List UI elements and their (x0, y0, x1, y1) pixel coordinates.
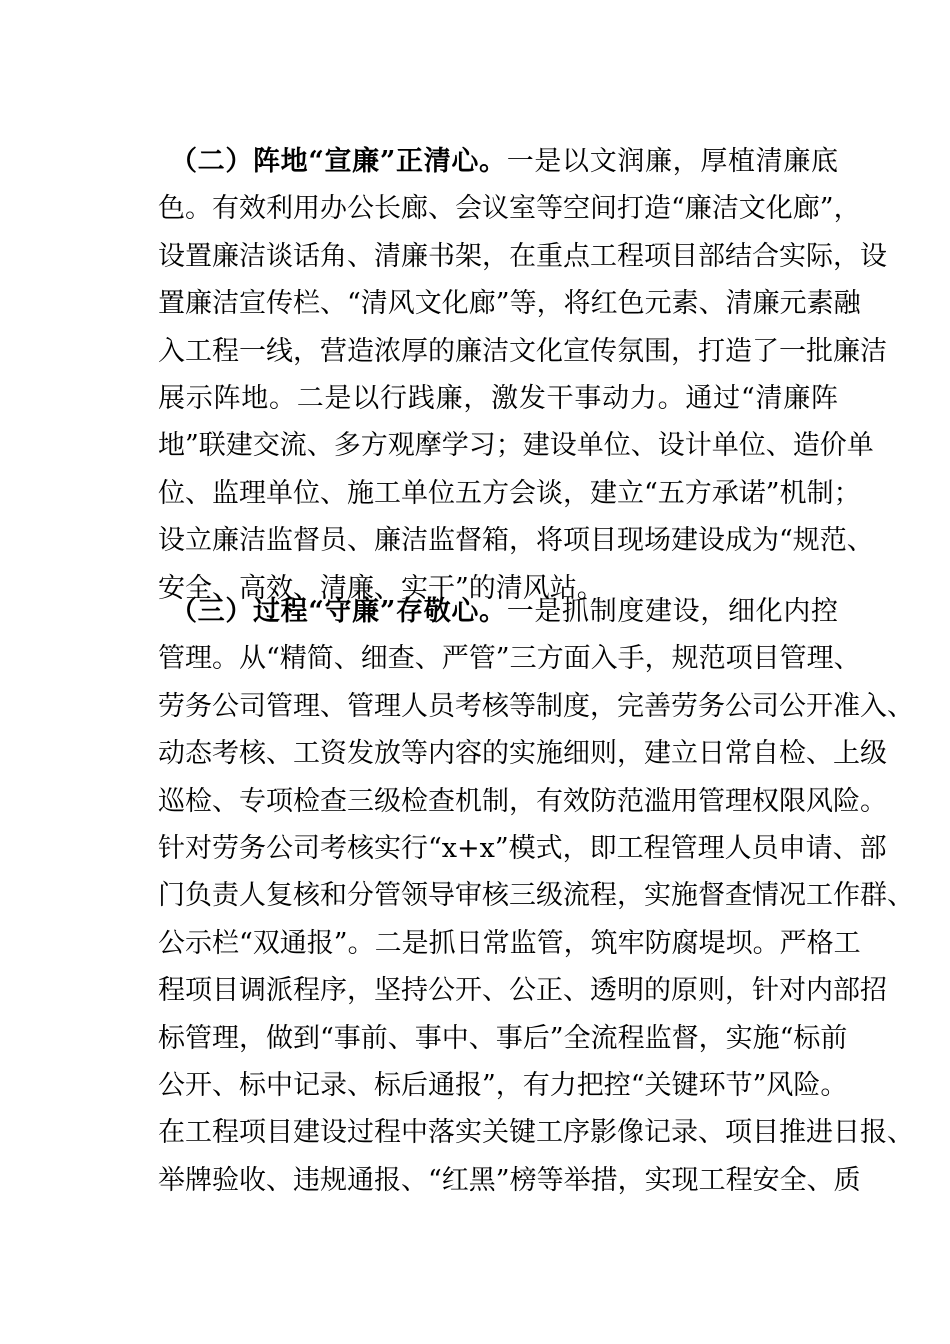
paragraph-line: （三）过程“守廉”存敬心。一是抓制度建设，细化内控 (170, 596, 839, 627)
paragraph-line: 针对劳务公司考核实行“x+x”模式，即工程管理人员申请、部 (158, 832, 887, 864)
paragraph-line: 安全、高效、清廉、实干”的清风站。 (158, 572, 604, 604)
paragraph-line: 劳务公司管理、管理人员考核等制度，完善劳务公司公开准入、 (158, 690, 914, 722)
paragraph-heading: （二）阵地“宣廉”正清心。 (170, 146, 507, 177)
paragraph-line: 设立廉洁监督员、廉洁监督箱，将项目现场建设成为“规范、 (158, 525, 874, 557)
paragraph-line: 展示阵地。二是以行践廉，激发干事动力。通过“清廉阵 (158, 382, 838, 414)
paragraph-line: 公示栏“双通报”。二是抓日常监管，筑牢防腐堤坝。严格工 (158, 927, 861, 959)
paragraph-line: 管理。从“精简、细查、严管”三方面入手，规范项目管理、 (158, 643, 861, 675)
paragraph-line: 位、监理单位、施工单位五方会谈，建立“五方承诺”机制； (158, 477, 861, 509)
paragraph-line: 标管理，做到“事前、事中、事后”全流程监督，实施“标前 (158, 1022, 848, 1054)
paragraph-line: 入工程一线，营造浓厚的廉洁文化宣传氛围，打造了一批廉洁 (158, 335, 887, 367)
paragraph-line: 程项目调派程序，坚持公开、公正、透明的原则，针对内部招 (158, 975, 887, 1007)
paragraph-line: 举牌验收、违规通报、“红黑”榜等举措，实现工程安全、质 (158, 1164, 861, 1196)
paragraph-line: 色。有效利用办公长廊、会议室等空间打造“廉洁文化廊”， (158, 193, 861, 225)
paragraph-line: 门负责人复核和分管领导审核三级流程，实施督查情况工作群、 (158, 880, 914, 912)
paragraph-line: 巡检、专项检查三级检查机制，有效防范滥用管理权限风险。 (158, 785, 887, 817)
paragraph-3 (158, 588, 914, 1204)
paragraph-2 (158, 138, 887, 612)
paragraph-line: 公开、标中记录、标后通报”，有力把控“关键环节”风险。 (158, 1069, 848, 1101)
paragraph-line: 在工程项目建设过程中落实关键工序影像记录、项目推进日报、 (158, 1117, 914, 1149)
paragraph-heading: （三）过程“守廉”存敬心。 (170, 596, 507, 627)
paragraph-line: 动态考核、工资发放等内容的实施细则，建立日常自检、上级 (158, 738, 887, 770)
paragraph-line: 置廉洁宣传栏、“清风文化廊”等，将红色元素、清廉元素融 (158, 288, 861, 320)
paragraph-line: 设置廉洁谈话角、清廉书架，在重点工程项目部结合实际，设 (158, 240, 887, 272)
paragraph-line: （二）阵地“宣廉”正清心。一是以文润廉，厚植清廉底 (170, 146, 839, 177)
paragraph-line: 地”联建交流、多方观摩学习；建设单位、设计单位、造价单 (158, 430, 874, 462)
